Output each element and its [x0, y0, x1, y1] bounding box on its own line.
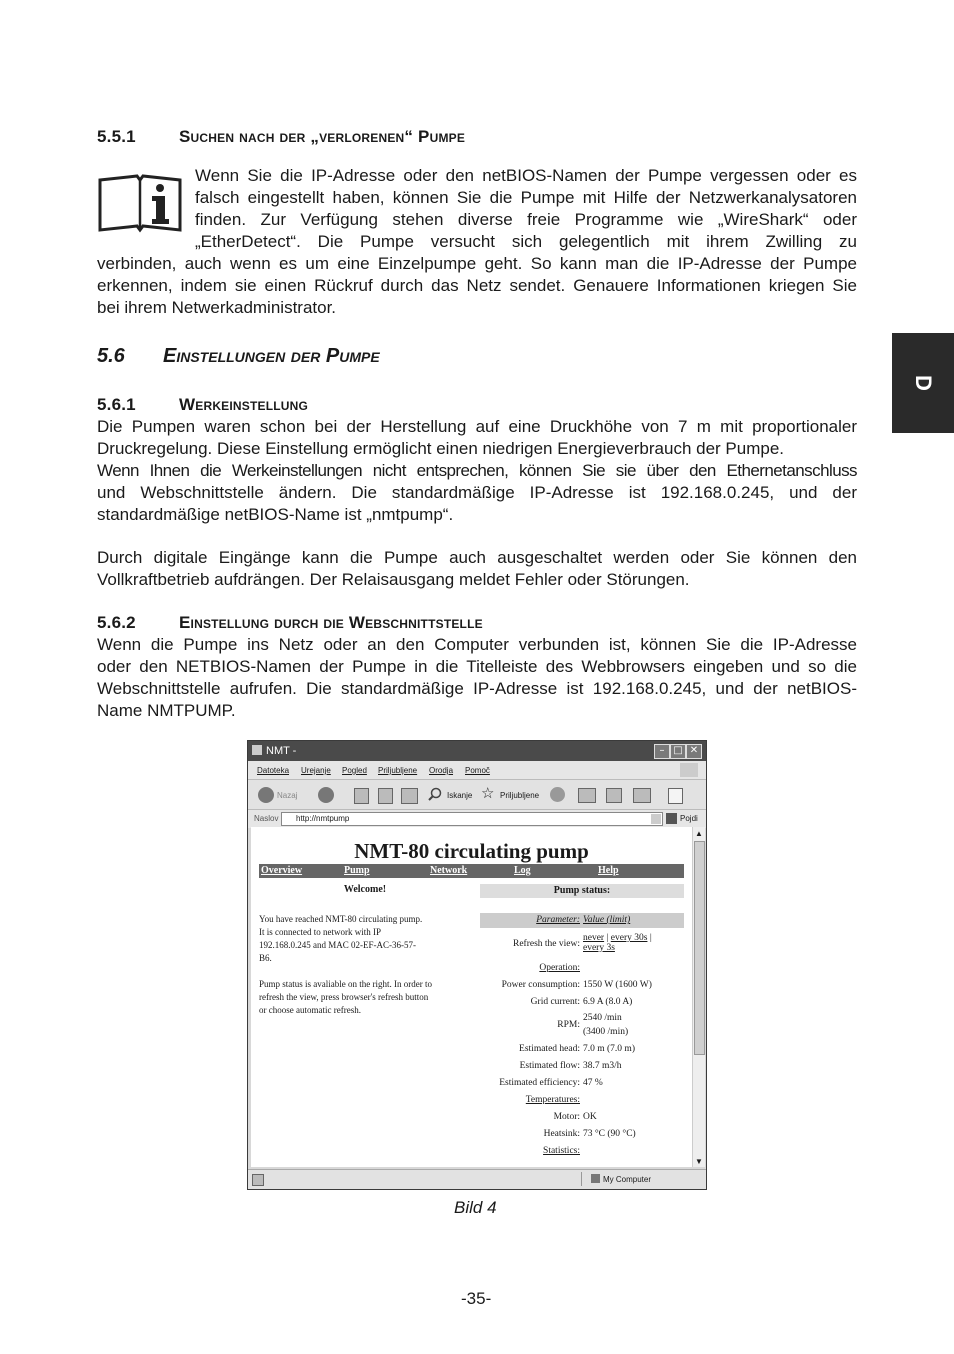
table-row [480, 1013, 684, 1041]
grid-label: Grid current: [530, 997, 580, 1007]
section-title: Einstellungen der Pumpe [163, 345, 380, 367]
favorites-star-icon[interactable]: ☆ [481, 785, 495, 802]
title-bar [248, 741, 706, 761]
menu-item[interactable]: Priljubljene [378, 766, 418, 775]
menu-item[interactable]: Pogled [342, 766, 367, 775]
browser-window [247, 740, 707, 1190]
motor-label: Motor: [553, 1112, 580, 1122]
text-line: Druckregelung. Diese Einstellung ermöglicht einen niedrigen Energieverbrauch der Pumpe. [97, 439, 784, 458]
print-icon[interactable] [606, 788, 622, 803]
nav-overview[interactable]: Overview [261, 865, 303, 876]
section-number: 5.6.1 [97, 395, 136, 414]
paragraph-intro-full [97, 253, 857, 319]
scrollbar-thumb[interactable] [694, 841, 705, 1055]
text-line: Webschnittstelle aufrufen. Die standardmäßige IP-Adresse ist 192.168.0.245, und der netBIOS- [97, 679, 857, 698]
maximize-icon[interactable]: □ [670, 744, 686, 759]
page-title: NMT-80 circulating pump [354, 839, 589, 863]
nav-help[interactable]: Help [598, 865, 619, 876]
paragraph-factory-settings [97, 416, 857, 526]
welcome-heading: Welcome! [343, 884, 387, 895]
status-bar [248, 1169, 706, 1189]
back-label[interactable]: Nazaj [277, 791, 298, 800]
home-icon[interactable] [401, 788, 418, 804]
close-icon[interactable]: ✕ [686, 744, 702, 759]
back-icon[interactable] [258, 787, 274, 803]
refresh-icon[interactable] [378, 788, 393, 804]
chevron-down-icon[interactable] [651, 814, 661, 824]
head-label: Estimated head: [519, 1044, 580, 1054]
heading-5-6-1 [97, 395, 308, 415]
go-button[interactable]: Pojdi [680, 814, 698, 823]
table-row [480, 1061, 684, 1075]
minimize-icon[interactable]: – [654, 744, 670, 759]
text-line: oder den NETBIOS-Namen der Pumpe in die Titelleiste des Webbrowsers eingeben und so die [97, 657, 857, 676]
page-icon [252, 1174, 264, 1186]
heading-5-5-1 [97, 127, 465, 147]
text-line: erkennen, indem sie einen Rückruf durch das Netz sendet. Genauere Informationen kriegen Sie [97, 276, 857, 295]
power-label: Power consumption: [501, 980, 580, 990]
text-line: Vollkraftbetrieb aufdrängen. Der Relaisausgang meldet Fehler oder Störungen. [97, 570, 690, 589]
paragraph-web-interface [97, 634, 857, 722]
text-line: You have reached NMT-80 circulating pump. [259, 914, 423, 924]
text-line: Wenn Sie die IP-Adresse oder den netBIOS-Namen der Pumpe vergessen oder es [195, 166, 857, 185]
rpm-label: RPM: [557, 1020, 580, 1030]
efficiency-value: 47 % [583, 1078, 603, 1088]
table-row [480, 1146, 684, 1160]
menu-item[interactable]: Urejanje [301, 766, 331, 775]
window-title: NMT - [266, 745, 297, 757]
stop-icon[interactable] [354, 788, 369, 804]
text-line: It is connected to network with IP [259, 927, 381, 937]
rpm-limit: (3400 /min) [583, 1027, 629, 1037]
rpm-value: 2540 /min [583, 1013, 622, 1023]
motor-value: OK [583, 1112, 597, 1122]
table-row [480, 1078, 684, 1092]
grid-value: 6.9 A (8.0 A) [583, 997, 633, 1007]
toolbar [248, 779, 706, 810]
operation-section: Operation: [539, 963, 580, 973]
web-page [251, 827, 692, 1167]
text-line: refresh the view, press browser's refresh button [259, 992, 429, 1002]
section-title: Suchen nach der „verlorenen“ Pumpe [179, 127, 466, 146]
heatsink-value: 73 °C (90 °C) [583, 1129, 636, 1139]
text-line: falsch eingestellt haben, können Sie die Pumpe mit Hilfe der Netzwerkanalysatoren [195, 188, 857, 207]
text-line: Durch digitale Eingänge kann die Pumpe auch ausgeschaltet werden oder Sie können den [97, 548, 857, 567]
edit-icon[interactable] [633, 788, 651, 803]
table-row [480, 933, 684, 961]
mail-icon[interactable] [578, 788, 596, 803]
text-line: Name NMTPUMP. [97, 701, 236, 720]
text-line: 192.168.0.245 and MAC 02-EF-AC-36-57- [259, 940, 416, 950]
menu-item[interactable]: Pomoč [465, 766, 490, 775]
paragraph-intro-indented [195, 165, 857, 253]
section-title: Werkeinstellung [179, 395, 309, 414]
search-icon[interactable] [428, 787, 442, 801]
text-line: und Webschnittstelle ändern. Die standardmäßige IP-Adresse ist 192.168.0.245, und der [97, 483, 857, 502]
flow-label: Estimated flow: [519, 1061, 580, 1071]
refresh-3s-link[interactable]: every 3s [583, 943, 615, 953]
refresh-30s-link[interactable]: every 30s [610, 933, 648, 943]
favorites-label[interactable]: Priljubljene [500, 791, 540, 800]
text-line: Pump status is avaliable on the right. In order to [259, 979, 432, 989]
address-value: http://nmtpump [296, 814, 350, 823]
separator: | [647, 933, 652, 943]
table-header [480, 913, 684, 928]
text-line: Die Pumpen waren schon bei der Herstellung auf eine Druckhöhe von 7 m mit proportionaler [97, 417, 857, 436]
info-book-icon [97, 174, 183, 234]
spacer [259, 965, 474, 978]
table-row [480, 997, 684, 1011]
section-number: 5.5.1 [97, 127, 136, 146]
separator: | [604, 933, 611, 943]
address-bar [248, 809, 706, 828]
efficiency-label: Estimated efficiency: [499, 1078, 580, 1088]
section-number: 5.6.2 [97, 613, 136, 632]
text-line: or choose automatic refresh. [259, 1005, 361, 1015]
header-parameter: Parameter: [536, 915, 580, 925]
temperatures-section: Temperatures: [525, 1095, 580, 1105]
text-line: „EtherDetect“. Die Pumpe versucht sich gelegentlich mit ihrem Zwilling zu [195, 232, 857, 251]
text-line: finden. Zur Verfügung stehen diverse freie Programme wie „WireShark“ oder [195, 210, 857, 229]
flow-value: 38.7 m3/h [583, 1061, 622, 1071]
windows-logo-icon [680, 763, 698, 777]
header-value: Value (limit) [583, 915, 631, 925]
heading-5-6-2 [97, 613, 483, 633]
address-input[interactable] [281, 812, 663, 826]
scroll-up-icon[interactable]: ▲ [695, 829, 703, 838]
discuss-icon[interactable] [668, 788, 683, 804]
nav-bar [259, 864, 684, 878]
security-zone: My Computer [603, 1175, 652, 1184]
table-row [480, 1129, 684, 1143]
nav-network[interactable]: Network [430, 865, 468, 876]
address-label: Naslov [254, 814, 279, 823]
heading-5-6 [97, 345, 380, 368]
text-line: bei ihrem Netwerkadministrator. [97, 298, 337, 317]
divider [581, 1172, 582, 1186]
go-arrow-icon[interactable] [666, 813, 677, 824]
scroll-down-icon[interactable]: ▼ [695, 1157, 703, 1166]
computer-icon [591, 1174, 600, 1183]
section-title: Einstellung durch die Webschnittstelle [179, 613, 483, 632]
search-label[interactable]: Iskanje [447, 791, 473, 800]
menu-bar [248, 761, 706, 779]
head-value: 7.0 m (7.0 m) [583, 1044, 635, 1054]
language-tab [892, 333, 954, 433]
welcome-text [259, 913, 474, 1017]
menu-item[interactable]: Orodja [429, 766, 454, 775]
paragraph-digital-inputs [97, 547, 857, 591]
nav-pump[interactable]: Pump [344, 865, 370, 876]
refresh-never-link[interactable]: never [583, 933, 605, 943]
table-row [480, 1095, 684, 1109]
figure-caption: Bild 4 [454, 1198, 497, 1217]
statistics-section: Statistics: [543, 1146, 580, 1156]
table-row [480, 980, 684, 994]
heatsink-label: Heatsink: [543, 1129, 580, 1139]
text-line: Wenn die Pumpe ins Netz oder an den Computer verbunden ist, können Sie die IP-Adresse [97, 635, 857, 654]
nav-log[interactable]: Log [514, 865, 531, 876]
section-number: 5.6 [97, 345, 125, 367]
refresh-label: Refresh the view: [512, 939, 580, 949]
text-line: standardmäßige netBIOS-Name ist „nmtpump“. [97, 505, 454, 524]
vertical-scrollbar[interactable] [692, 827, 705, 1167]
menu-item[interactable]: Datoteka [257, 766, 290, 775]
text-line: verbinden, auch wenn es um eine Einzelpumpe geht. So kann man die IP-Adresse der Pumpe [97, 254, 857, 273]
table-row [480, 963, 684, 977]
power-value: 1550 W (1600 W) [583, 980, 652, 990]
page-number: -35- [461, 1289, 492, 1308]
refresh-options [583, 933, 652, 953]
history-icon[interactable] [550, 787, 565, 802]
forward-icon[interactable] [318, 787, 334, 803]
text-line: B6. [259, 953, 272, 963]
language-tab-letter: D [910, 375, 936, 391]
ie-icon [252, 745, 262, 755]
table-row [480, 1044, 684, 1058]
text-line: Wenn Ihnen die Werkeinstellungen nicht entsprechen, können Sie sie über den Ethernetanschluss [97, 461, 857, 480]
pump-status-heading: Pump status: [480, 884, 684, 898]
table-row [480, 1112, 684, 1126]
